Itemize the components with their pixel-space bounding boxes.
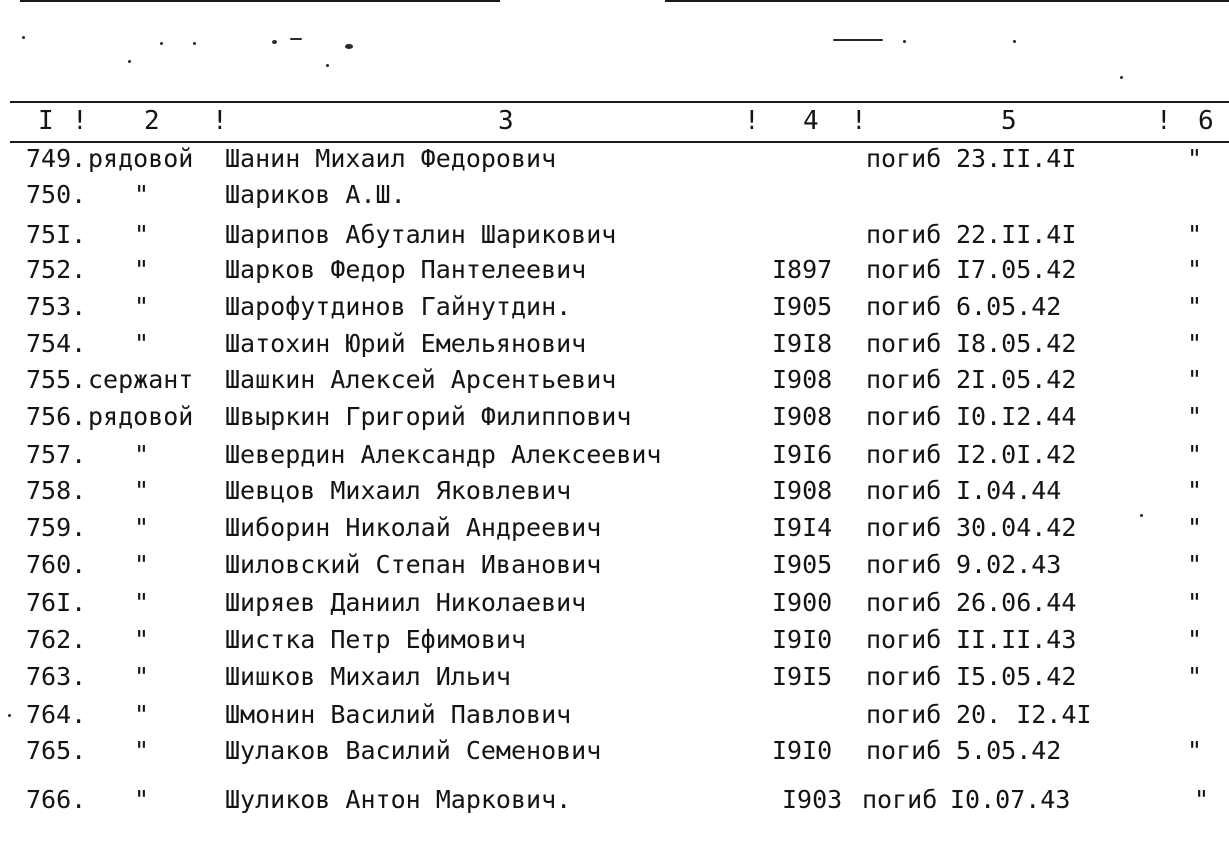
row-status: погиб xyxy=(866,625,942,654)
row-number: 753. xyxy=(26,292,87,321)
table-row xyxy=(0,697,1229,733)
row-date: 30.04.42 xyxy=(956,513,1077,542)
scan-speck xyxy=(8,714,11,717)
row-full-name: Шуликов Антон Маркович. xyxy=(225,785,572,814)
scan-speck xyxy=(833,39,883,41)
row-rank: " xyxy=(134,625,150,654)
table-row xyxy=(0,510,1229,546)
row-ditto-mark: " xyxy=(1187,736,1203,765)
row-ditto-mark: " xyxy=(1187,144,1203,173)
row-status: погиб xyxy=(866,365,942,394)
row-number: 765. xyxy=(26,736,87,765)
row-status: погиб xyxy=(866,662,942,691)
row-date: II.II.43 xyxy=(956,625,1077,654)
row-status: погиб xyxy=(866,255,942,284)
row-date: 6.05.42 xyxy=(956,292,1062,321)
row-full-name: Шариков А.Ш. xyxy=(225,180,406,209)
row-date: 20. I2.4I xyxy=(956,700,1092,729)
row-status: погиб xyxy=(866,550,942,579)
row-birth-year: I9I0 xyxy=(772,736,833,765)
row-full-name: Шишков Михаил Ильич xyxy=(225,662,511,691)
row-number: 759. xyxy=(26,513,87,542)
table-row xyxy=(0,782,1229,818)
row-full-name: Шарофутдинов Гайнутдин. xyxy=(225,292,572,321)
row-full-name: Ширяев Даниил Николаевич xyxy=(225,588,587,617)
row-date: I0.I2.44 xyxy=(956,402,1077,431)
row-number: 754. xyxy=(26,329,87,358)
row-birth-year: I9I6 xyxy=(772,440,833,469)
row-full-name: Шиловский Степан Иванович xyxy=(225,550,602,579)
row-rank: " xyxy=(134,588,150,617)
row-full-name: Шистка Петр Ефимович xyxy=(225,625,527,654)
row-date: I0.07.43 xyxy=(950,785,1071,814)
row-rank: " xyxy=(134,785,150,814)
row-rank: рядовой xyxy=(88,144,194,173)
row-birth-year: I900 xyxy=(772,588,833,617)
scan-speck xyxy=(903,40,906,43)
row-date: I5.05.42 xyxy=(956,662,1077,691)
header-separator: ! xyxy=(744,106,760,136)
row-rank: сержант xyxy=(88,365,194,394)
table-row xyxy=(0,473,1229,509)
scan-speck xyxy=(345,44,353,49)
row-birth-year: I908 xyxy=(772,365,833,394)
row-date: 26.06.44 xyxy=(956,588,1077,617)
row-status: погиб xyxy=(866,329,942,358)
table-header-top-rule xyxy=(10,101,1229,103)
row-date: I7.05.42 xyxy=(956,255,1077,284)
row-date: 22.II.4I xyxy=(956,220,1077,249)
row-rank: " xyxy=(134,736,150,765)
scan-speck xyxy=(128,60,131,63)
row-full-name: Шатохин Юрий Емельянович xyxy=(225,329,587,358)
header-separator: ! xyxy=(851,106,867,136)
row-full-name: Шевцов Михаил Яковлевич xyxy=(225,476,572,505)
row-date: 23.II.4I xyxy=(956,144,1077,173)
row-rank: " xyxy=(134,700,150,729)
scan-speck xyxy=(22,36,25,39)
row-date: I8.05.42 xyxy=(956,329,1077,358)
table-row xyxy=(0,547,1229,583)
scan-speck xyxy=(272,40,277,44)
row-birth-year: I9I0 xyxy=(772,625,833,654)
row-status: погиб xyxy=(866,513,942,542)
header-col-4: 4 xyxy=(803,106,819,136)
row-ditto-mark: " xyxy=(1187,513,1203,542)
row-ditto-mark: " xyxy=(1187,255,1203,284)
header-separator: ! xyxy=(212,106,228,136)
row-ditto-mark: " xyxy=(1187,662,1203,691)
top-edge-rule-left xyxy=(20,0,500,2)
scan-speck xyxy=(1140,514,1143,517)
row-ditto-mark: " xyxy=(1187,476,1203,505)
row-ditto-mark: " xyxy=(1187,220,1203,249)
table-row xyxy=(0,659,1229,695)
row-date: I2.0I.42 xyxy=(956,440,1077,469)
scan-speck xyxy=(1013,40,1016,43)
row-ditto-mark: " xyxy=(1194,785,1210,814)
row-date: 5.05.42 xyxy=(956,736,1062,765)
row-number: 756. xyxy=(26,402,87,431)
row-rank: " xyxy=(134,550,150,579)
row-number: 75I. xyxy=(26,220,87,249)
row-rank: " xyxy=(134,255,150,284)
table-row xyxy=(0,733,1229,769)
row-status: погиб xyxy=(866,402,942,431)
row-status: погиб xyxy=(866,440,942,469)
row-rank: рядовой xyxy=(88,402,194,431)
row-number: 750. xyxy=(26,180,87,209)
row-rank: " xyxy=(134,292,150,321)
row-rank: " xyxy=(134,220,150,249)
row-full-name: Шанин Михаил Федорович xyxy=(225,144,557,173)
top-edge-rule-right xyxy=(665,0,1229,2)
row-full-name: Шарипов Абуталин Шарикович xyxy=(225,220,617,249)
scan-speck xyxy=(160,42,163,45)
row-number: 766. xyxy=(26,785,87,814)
row-number: 757. xyxy=(26,440,87,469)
row-status: погиб xyxy=(866,144,942,173)
row-birth-year: I9I8 xyxy=(772,329,833,358)
row-birth-year: I9I4 xyxy=(772,513,833,542)
header-col-5: 5 xyxy=(1001,106,1017,136)
row-ditto-mark: " xyxy=(1187,588,1203,617)
row-birth-year: I905 xyxy=(772,550,833,579)
scan-speck xyxy=(193,42,196,45)
row-status: погиб xyxy=(866,700,942,729)
row-rank: " xyxy=(134,662,150,691)
row-birth-year: I897 xyxy=(772,255,833,284)
header-col-1: I xyxy=(38,106,54,136)
row-full-name: Шиборин Николай Андреевич xyxy=(225,513,602,542)
row-full-name: Шулаков Василий Семенович xyxy=(225,736,602,765)
row-birth-year: I903 xyxy=(782,785,843,814)
table-row xyxy=(0,217,1229,253)
row-rank: " xyxy=(134,476,150,505)
row-rank: " xyxy=(134,440,150,469)
row-ditto-mark: " xyxy=(1187,402,1203,431)
row-birth-year: I9I5 xyxy=(772,662,833,691)
row-status: погиб xyxy=(866,476,942,505)
row-ditto-mark: " xyxy=(1187,550,1203,579)
table-row xyxy=(0,252,1229,288)
table-row xyxy=(0,177,1229,213)
row-full-name: Шарков Федор Пантелеевич xyxy=(225,255,587,284)
row-status: погиб xyxy=(866,736,942,765)
row-rank: " xyxy=(134,513,150,542)
row-date: I.04.44 xyxy=(956,476,1062,505)
table-row xyxy=(0,437,1229,473)
scan-speck xyxy=(326,64,329,67)
row-full-name: Шашкин Алексей Арсентьевич xyxy=(225,365,617,394)
row-ditto-mark: " xyxy=(1187,329,1203,358)
table-row xyxy=(0,141,1229,177)
row-number: 764. xyxy=(26,700,87,729)
scan-speck xyxy=(290,38,302,40)
row-ditto-mark: " xyxy=(1187,625,1203,654)
row-birth-year: I908 xyxy=(772,402,833,431)
row-number: 755. xyxy=(26,365,87,394)
row-ditto-mark: " xyxy=(1187,365,1203,394)
row-ditto-mark: " xyxy=(1187,440,1203,469)
header-col-6: 6 xyxy=(1198,106,1214,136)
table-row xyxy=(0,289,1229,325)
header-col-3: 3 xyxy=(498,106,514,136)
row-rank: " xyxy=(134,329,150,358)
table-row xyxy=(0,622,1229,658)
row-number: 749. xyxy=(26,144,87,173)
row-status: погиб xyxy=(866,292,942,321)
table-row xyxy=(0,399,1229,435)
header-separator: ! xyxy=(1156,106,1172,136)
row-number: 763. xyxy=(26,662,87,691)
row-full-name: Швыркин Григорий Филиппович xyxy=(225,402,632,431)
row-status: погиб xyxy=(866,220,942,249)
row-rank: " xyxy=(134,180,150,209)
row-status: погиб xyxy=(866,588,942,617)
table-row xyxy=(0,326,1229,362)
row-full-name: Шмонин Василий Павлович xyxy=(225,700,572,729)
row-birth-year: I905 xyxy=(772,292,833,321)
row-number: 758. xyxy=(26,476,87,505)
row-full-name: Шевердин Александр Алексеевич xyxy=(225,440,662,469)
table-row xyxy=(0,362,1229,398)
row-number: 760. xyxy=(26,550,87,579)
row-number: 76I. xyxy=(26,588,87,617)
header-col-2: 2 xyxy=(144,106,160,136)
row-date: 9.02.43 xyxy=(956,550,1062,579)
row-ditto-mark: " xyxy=(1187,292,1203,321)
row-number: 762. xyxy=(26,625,87,654)
row-status: погиб xyxy=(862,785,938,814)
table-row xyxy=(0,585,1229,621)
row-number: 752. xyxy=(26,255,87,284)
scan-speck xyxy=(1120,76,1123,79)
row-birth-year: I908 xyxy=(772,476,833,505)
header-separator: ! xyxy=(72,106,88,136)
row-date: 2I.05.42 xyxy=(956,365,1077,394)
